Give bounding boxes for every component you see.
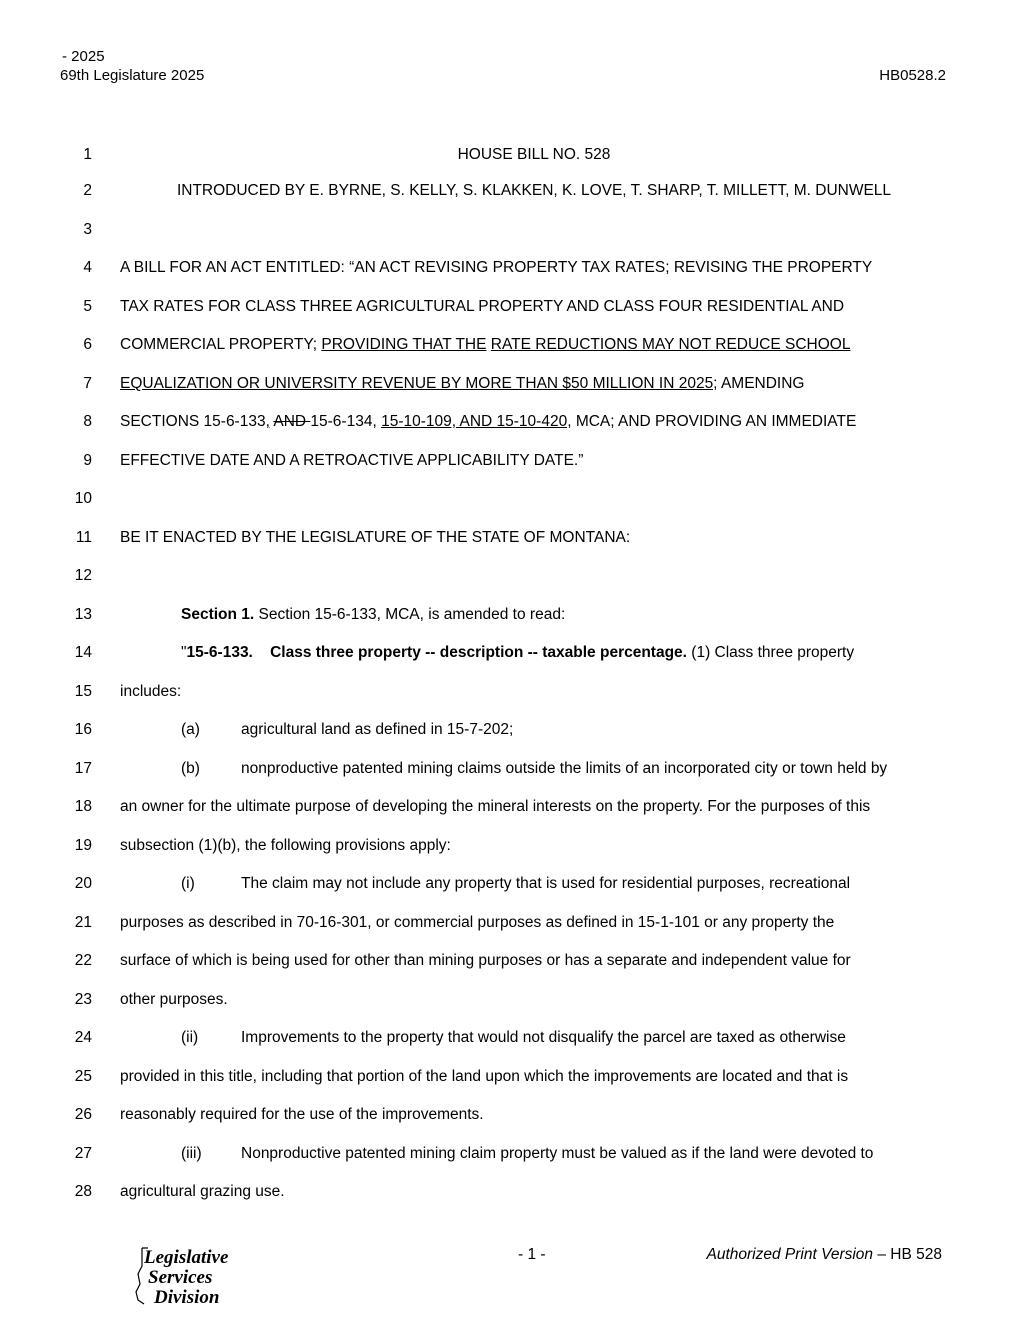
line-number: 4 bbox=[83, 259, 92, 276]
line-number: 18 bbox=[74, 798, 92, 815]
line-number: 12 bbox=[74, 567, 92, 584]
print-version-label: Authorized Print Version bbox=[706, 1246, 874, 1263]
line-number: 28 bbox=[74, 1183, 92, 1200]
subsection-marker: (i) bbox=[181, 875, 195, 892]
header-session: 69th Legislature 2025 bbox=[60, 67, 205, 84]
bill-title: HOUSE BILL NO. 528 bbox=[457, 146, 611, 163]
text-line: The claim may not include any property that is used for residential purposes, recreational bbox=[241, 875, 851, 892]
inserted-text: , bbox=[265, 413, 270, 430]
lsd-logo bbox=[132, 1244, 252, 1314]
text-line: agricultural land as defined in 15-7-202; bbox=[241, 721, 514, 738]
bill-sponsors: INTRODUCED BY E. BYRNE, S. KELLY, S. KLAKKEN, K. LOVE, T. SHARP, T. MILLETT, M. DUNWELL bbox=[176, 182, 892, 199]
line-number: 2 bbox=[83, 182, 92, 199]
line-number: 16 bbox=[74, 721, 92, 738]
inserted-text: EQUALIZATION OR UNIVERSITY REVENUE BY MORE THAN $50 MILLION IN 2025; bbox=[120, 375, 718, 392]
text-line bbox=[120, 413, 856, 431]
inserted-text: 15-10-109, AND 15-10-420, bbox=[381, 413, 572, 430]
line-number: 25 bbox=[74, 1068, 92, 1085]
line-number: 23 bbox=[74, 991, 92, 1008]
text-span: SECTIONS 15-6-133 bbox=[120, 413, 266, 430]
line-number: 5 bbox=[83, 298, 92, 315]
text-line: other purposes. bbox=[120, 991, 228, 1008]
text-line: an owner for the ultimate purpose of developing the mineral interests on the property. For the purposes of this bbox=[120, 798, 871, 815]
page-number: - 1 - bbox=[518, 1246, 546, 1263]
line-number: 17 bbox=[74, 760, 92, 777]
subsection-marker: (iii) bbox=[181, 1145, 202, 1162]
line-number: 3 bbox=[83, 221, 92, 238]
line-number: 21 bbox=[74, 914, 92, 931]
subsection-marker: (ii) bbox=[181, 1029, 199, 1046]
text-line: surface of which is being used for other than mining purposes or has a separate and independent value for bbox=[120, 952, 851, 969]
text-span: 15-6-134, bbox=[310, 413, 382, 430]
logo-line: Legislative bbox=[144, 1247, 229, 1268]
section-heading bbox=[181, 606, 565, 624]
text-span: MCA; AND PROVIDING AN IMMEDIATE bbox=[571, 413, 857, 430]
text-line bbox=[120, 375, 804, 393]
line-number: 27 bbox=[74, 1145, 92, 1162]
inserted-text: RATE REDUCTIONS MAY NOT REDUCE SCHOOL bbox=[490, 336, 851, 353]
line-number: 7 bbox=[83, 375, 92, 392]
line-number: 9 bbox=[83, 452, 92, 469]
text-line: reasonably required for the use of the improvements. bbox=[120, 1106, 484, 1123]
text-span: (1) Class three property bbox=[686, 644, 855, 661]
header-bill-code: HB0528.2 bbox=[879, 67, 946, 84]
text-span: " bbox=[181, 644, 187, 661]
text-span: COMMERCIAL PROPERTY; bbox=[120, 336, 322, 353]
statute-heading: 15-6-133. Class three property -- description -- taxable percentage. bbox=[186, 644, 687, 661]
text-line bbox=[120, 336, 850, 354]
text-line: nonproductive patented mining claims outside the limits of an incorporated city or town held by bbox=[241, 760, 888, 777]
text-line: includes: bbox=[120, 683, 182, 700]
text-line: purposes as described in 70-16-301, or commercial purposes as defined in 15-1-101 or any property the bbox=[120, 914, 835, 931]
logo-line: Division bbox=[154, 1287, 220, 1308]
text-line: provided in this title, including that portion of the land upon which the improvements are located and that is bbox=[120, 1068, 849, 1085]
line-number: 6 bbox=[83, 336, 92, 353]
inserted-text: PROVIDING THAT THE bbox=[321, 336, 487, 353]
stricken-text: AND bbox=[273, 413, 311, 430]
enacting-clause: BE IT ENACTED BY THE LEGISLATURE OF THE STATE OF MONTANA: bbox=[120, 529, 631, 546]
line-number: 19 bbox=[74, 837, 92, 854]
text-line: Improvements to the property that would not disqualify the parcel are taxed as otherwise bbox=[241, 1029, 846, 1046]
line-number: 22 bbox=[74, 952, 92, 969]
line-number: 15 bbox=[74, 683, 92, 700]
text-span: Section 15-6-133, MCA, is amended to read: bbox=[254, 606, 566, 623]
line-number: 20 bbox=[74, 875, 92, 892]
text-span: AMENDING bbox=[717, 375, 805, 392]
header-year: - 2025 bbox=[62, 48, 105, 65]
section-label: Section 1. bbox=[181, 606, 255, 623]
line-number: 10 bbox=[74, 490, 92, 507]
text-line bbox=[181, 644, 854, 662]
text-line: Nonproductive patented mining claim property must be valued as if the land were devoted to bbox=[241, 1145, 874, 1162]
line-number: 14 bbox=[74, 644, 92, 661]
text-line: agricultural grazing use. bbox=[120, 1183, 285, 1200]
line-number: 24 bbox=[74, 1029, 92, 1046]
line-number: 8 bbox=[83, 413, 92, 430]
subsection-marker: (b) bbox=[181, 760, 200, 777]
line-number: 11 bbox=[75, 529, 92, 546]
line-number: 26 bbox=[74, 1106, 92, 1123]
line-number: 1 bbox=[83, 146, 92, 163]
text-line: subsection (1)(b), the following provisions apply: bbox=[120, 837, 451, 854]
line-number: 13 bbox=[74, 606, 92, 623]
text-line: TAX RATES FOR CLASS THREE AGRICULTURAL PROPERTY AND CLASS FOUR RESIDENTIAL AND bbox=[120, 298, 845, 315]
logo-line: Services bbox=[148, 1267, 213, 1288]
subsection-marker: (a) bbox=[181, 721, 200, 738]
text-line: A BILL FOR AN ACT ENTITLED: “AN ACT REVISING PROPERTY TAX RATES; REVISING THE PROPERTY bbox=[120, 259, 873, 276]
text-line: EFFECTIVE DATE AND A RETROACTIVE APPLICABILITY DATE.” bbox=[120, 452, 584, 469]
print-version bbox=[706, 1246, 942, 1264]
print-version-bill: – HB 528 bbox=[873, 1246, 942, 1263]
